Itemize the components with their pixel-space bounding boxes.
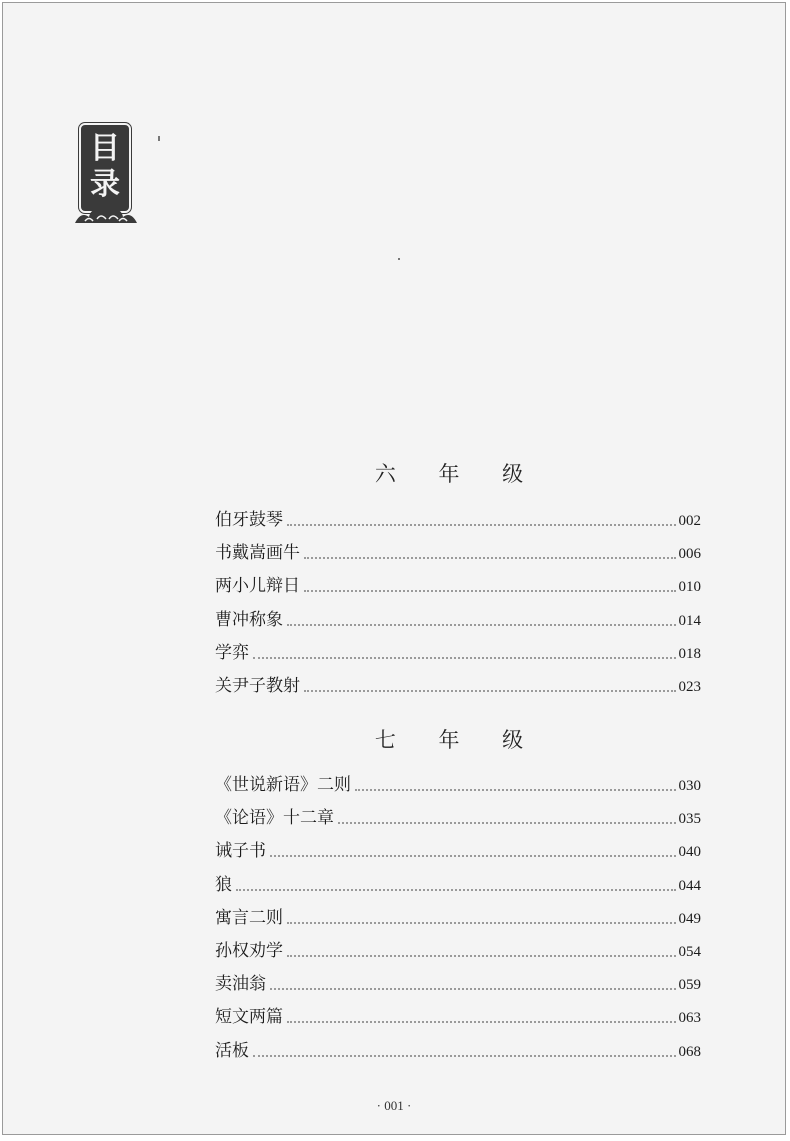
entry-page-number: 002 — [678, 513, 701, 529]
entry-title: 关尹子教射 — [215, 676, 300, 696]
dot-leader — [304, 590, 676, 592]
entry-title: 活板 — [215, 1041, 249, 1061]
entry-page-number: 010 — [678, 579, 701, 595]
toc-entry[interactable] — [215, 838, 701, 862]
entry-title: 狼 — [215, 875, 232, 895]
entry-title: 两小儿辩日 — [215, 576, 300, 596]
dot-leader — [304, 690, 676, 692]
toc-page — [2, 2, 786, 1135]
toc-entry[interactable] — [215, 905, 701, 929]
dot-leader — [287, 624, 676, 626]
toc-entry[interactable] — [215, 772, 701, 796]
dot-leader — [287, 1021, 676, 1023]
section-title-grade6: 六 年 级 — [374, 462, 542, 486]
entry-page-number: 006 — [678, 546, 701, 562]
entry-title: 卖油翁 — [215, 974, 266, 994]
toc-entry[interactable] — [215, 540, 701, 564]
entry-page-number: 054 — [678, 944, 701, 960]
dot-leader — [270, 988, 676, 990]
print-speck — [158, 136, 160, 141]
dot-leader — [304, 557, 676, 559]
entry-title: 曹冲称象 — [215, 610, 283, 630]
print-speck — [398, 258, 400, 260]
dot-leader — [253, 657, 676, 659]
entry-page-number: 040 — [678, 844, 701, 860]
toc-entry[interactable] — [215, 805, 701, 829]
dot-leader — [236, 889, 676, 891]
toc-entry[interactable] — [215, 507, 701, 531]
entry-title: 孙权劝学 — [215, 941, 283, 961]
dot-leader — [338, 822, 676, 824]
toc-entry[interactable] — [215, 938, 701, 962]
entry-title: 书戴嵩画牛 — [215, 543, 300, 563]
toc-entry[interactable] — [215, 640, 701, 664]
entry-title: 《论语》十二章 — [215, 808, 334, 828]
entry-page-number: 035 — [678, 811, 701, 827]
toc-entry[interactable] — [215, 607, 701, 631]
entry-page-number: 059 — [678, 977, 701, 993]
dot-leader — [287, 524, 676, 526]
dot-leader — [253, 1055, 676, 1057]
dot-leader — [287, 955, 676, 957]
entry-title: 学弈 — [215, 643, 249, 663]
dot-leader — [355, 789, 676, 791]
toc-entry[interactable] — [215, 673, 701, 697]
entry-page-number: 049 — [678, 911, 701, 927]
toc-entry[interactable] — [215, 971, 701, 995]
entry-title: 短文两篇 — [215, 1007, 283, 1027]
page-number: · 001 · — [376, 1098, 412, 1113]
entry-page-number: 023 — [678, 679, 701, 695]
entry-page-number: 068 — [678, 1044, 701, 1060]
dot-leader — [270, 855, 676, 857]
entry-page-number: 018 — [678, 646, 701, 662]
entry-page-number: 063 — [678, 1010, 701, 1026]
entry-page-number: 044 — [678, 878, 701, 894]
dot-leader — [287, 922, 676, 924]
entry-title: 寓言二则 — [215, 908, 283, 928]
entry-page-number: 030 — [678, 778, 701, 794]
toc-entry[interactable] — [215, 1038, 701, 1062]
entry-title: 《世说新语》二则 — [215, 775, 351, 795]
section-title-grade7: 七 年 级 — [374, 728, 542, 752]
toc-entry[interactable] — [215, 573, 701, 597]
toc-entry[interactable] — [215, 1004, 701, 1028]
toc-heading: 目录 — [90, 131, 120, 202]
entry-title: 诫子书 — [215, 841, 266, 861]
entry-page-number: 014 — [678, 613, 701, 629]
toc-entry[interactable] — [215, 872, 701, 896]
cloud-ornament-icon — [73, 201, 139, 227]
toc-badge — [73, 123, 139, 229]
entry-title: 伯牙鼓琴 — [215, 510, 283, 530]
